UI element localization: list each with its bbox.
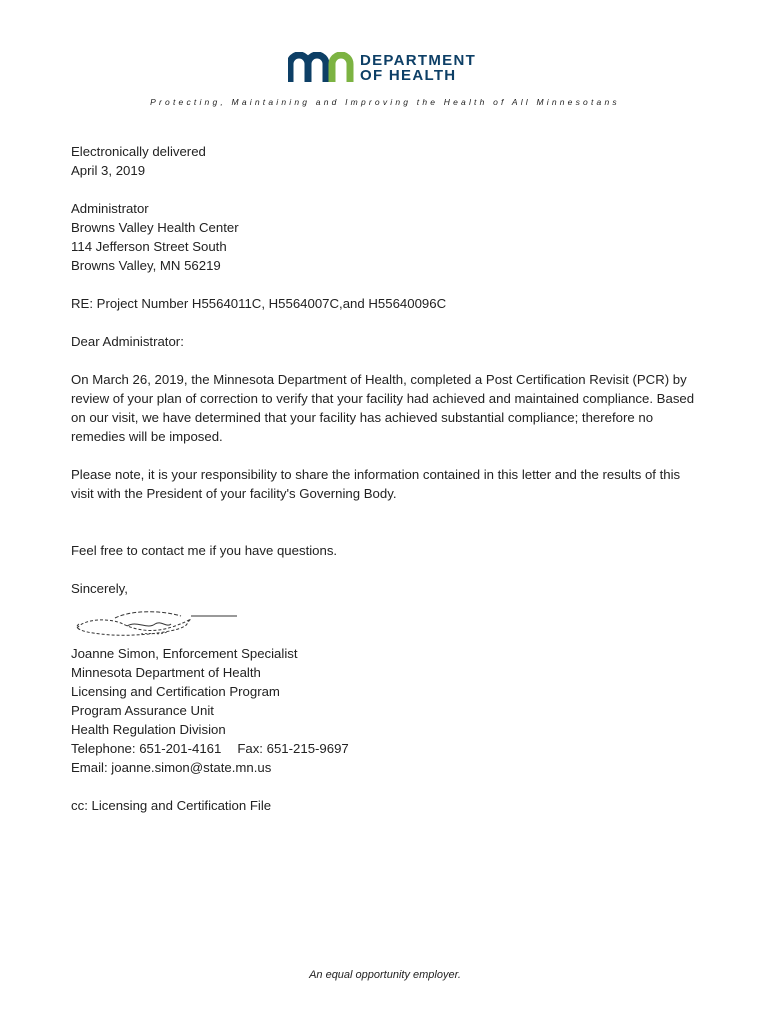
logo-line-2: OF HEALTH [360, 67, 457, 84]
handwritten-signature [71, 606, 241, 642]
paragraph-2: Please note, it is your responsibility to share the information contained in this letter and the results of this visit with the President of your facility's Governing Body. [71, 467, 681, 501]
email: Email: joanne.simon@state.mn.us [71, 760, 272, 775]
phone-fax-line [71, 739, 701, 758]
recipient-line: 114 Jefferson Street South [71, 239, 227, 254]
mdh-logo [288, 52, 476, 84]
telephone: Telephone: 651-201-4161 [71, 741, 222, 756]
mn-logo-icon [288, 52, 354, 84]
closing: Sincerely, [71, 581, 128, 596]
signature-line: Health Regulation Division [71, 722, 226, 737]
signature-block [71, 644, 701, 777]
logo-line-1: DEPARTMENT [360, 52, 477, 69]
signature-line: Joanne Simon, Enforcement Specialist [71, 646, 298, 661]
delivery-method: Electronically delivered [71, 144, 206, 159]
signature-line: Minnesota Department of Health [71, 665, 261, 680]
recipient-line: Administrator [71, 201, 149, 216]
logo-wordmark [360, 53, 476, 83]
recipient-line: Browns Valley, MN 56219 [71, 258, 221, 273]
salutation: Dear Administrator: [71, 334, 184, 349]
signature-line: Program Assurance Unit [71, 703, 214, 718]
tagline: Protecting, Maintaining and Improving the Health of All Minnesotans [150, 97, 620, 107]
fax: Fax: 651-215-9697 [237, 741, 349, 756]
letter-date: April 3, 2019 [71, 163, 146, 178]
signature-line: Licensing and Certification Program [71, 684, 280, 699]
recipient-line: Browns Valley Health Center [71, 220, 239, 235]
footer-text: An equal opportunity employer. [309, 969, 461, 981]
recipient-address [71, 199, 701, 275]
cc-line: cc: Licensing and Certification File [71, 798, 272, 813]
letter-body [71, 142, 701, 815]
paragraph-3: Feel free to contact me if you have questions. [71, 543, 338, 558]
paragraph-1: On March 26, 2019, the Minnesota Department of Health, completed a Post Certification Revisit (PCR) by review of your plan of correction to verify that your facility had achieved and maintained compliance. Based on our visit, we have determined that your facility has achieved substantial compliance; therefore no remedies will be imposed. [71, 372, 695, 444]
re-line: RE: Project Number H5564011C, H5564007C,and H55640096C [71, 296, 447, 311]
